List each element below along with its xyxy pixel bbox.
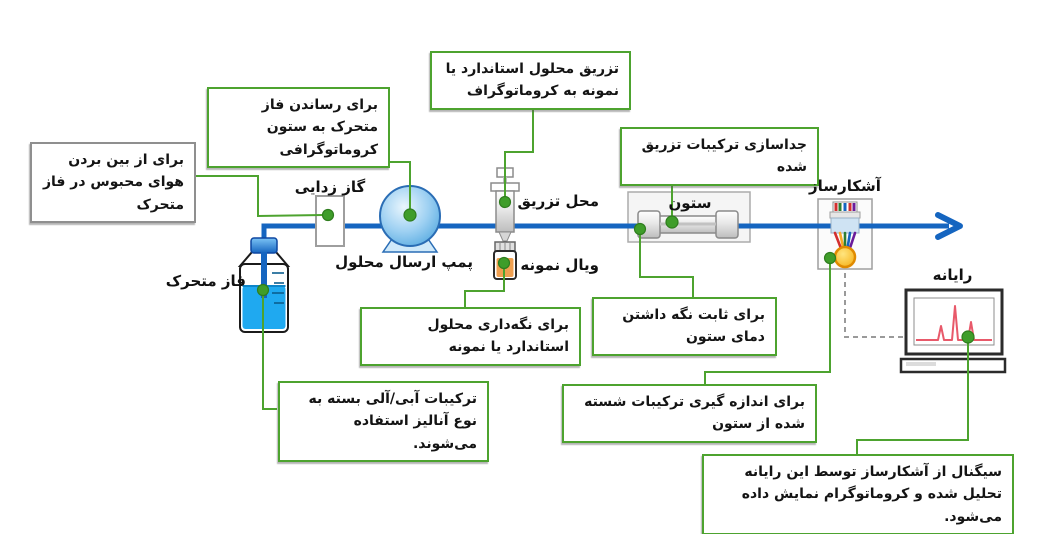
label-injection-port: محل تزریق: [517, 192, 599, 210]
label-pump: پمپ ارسال محلول: [335, 253, 473, 271]
label-column: ستون: [668, 194, 712, 212]
callout-pump: برای رساندن فاز متحرک به ستون کروماتوگرافی: [207, 87, 390, 168]
label-sample-vial: ویال نمونه: [520, 256, 599, 274]
callout-oven: برای ثابت نگه داشتن دمای ستون: [592, 297, 777, 356]
label-degasser: گاز زدایی: [294, 178, 366, 196]
signal-cable-dashed: [845, 273, 903, 337]
degasser-icon: [316, 196, 344, 246]
callout-vial: برای نگه‌داری محلول استاندارد یا نمونه: [360, 307, 581, 366]
callout-detector: برای اندازه گیری ترکیبات شسته شده از ستون: [562, 384, 817, 443]
callout-degas: برای از بین بردن هوای محبوس در فاز متحرک: [30, 142, 196, 223]
label-mobile-phase: فاز متحرک: [165, 272, 246, 290]
callout-computer: سیگنال از آشکارساز توسط این رایانه تحلیل شده و کروماتوگرام نمایش داده می‌شود.: [702, 454, 1014, 534]
label-computer: رایانه: [932, 266, 973, 284]
label-detector: آشکارساز: [809, 177, 881, 195]
callout-solvent: ترکیبات آبی/آلی بسته به نوع آنالیز استفاده می‌شوند.: [278, 381, 489, 462]
computer-icon: [901, 290, 1005, 372]
callout-inject: تزریق محلول استاندارد یا نمونه به کروماتوگراف: [430, 51, 631, 110]
callout-separation: جداسازی ترکیبات تزریق شده: [620, 127, 819, 186]
